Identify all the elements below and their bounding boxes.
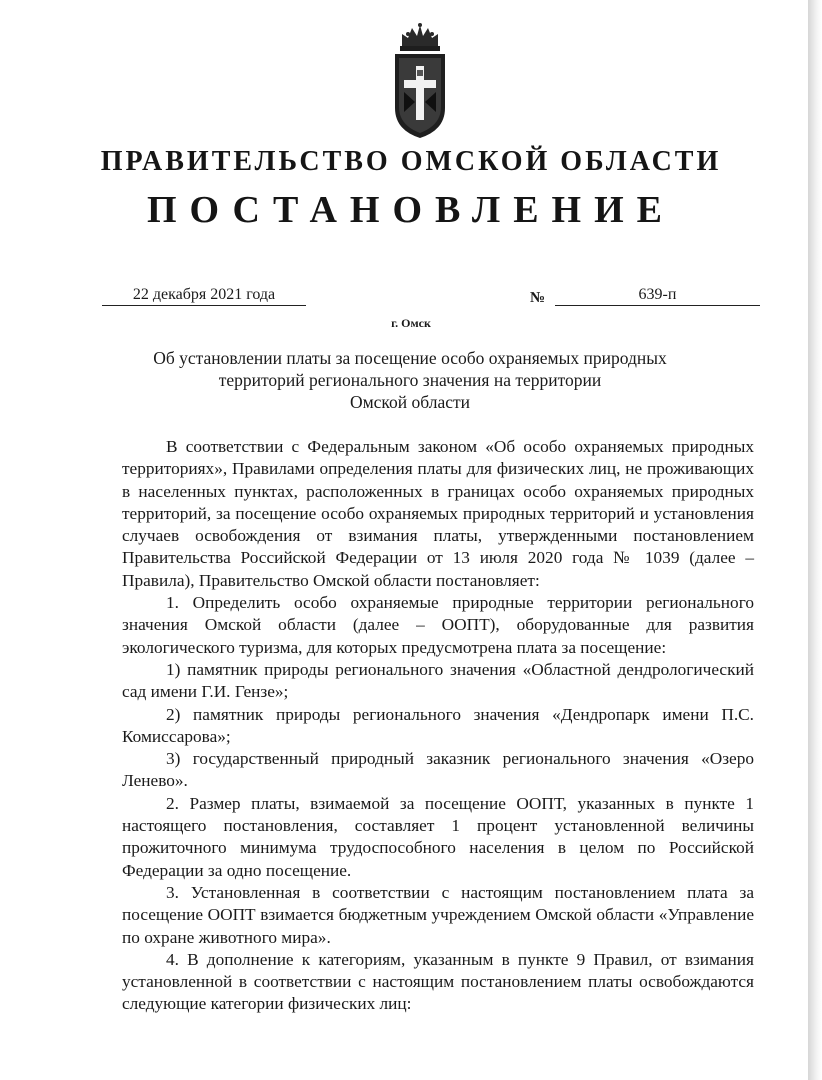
clause-1-item-1: 1) памятник природы регионального значения «Областной дендрологический сад имени Г.И. Гензе»; — [122, 659, 754, 702]
title-line: Об установлении платы за посещение особо охраняемых природных — [153, 348, 667, 368]
title-line: Омской области — [349, 392, 471, 412]
clause-4: 4. В дополнение к категориям, указанным в пункте 9 Правил, от взимания установленной в соответствии с настоящим постановлением платы освобождаются следующие категории физических лиц: — [122, 949, 754, 1014]
clause-2: 2. Размер платы, взимаемой за посещение ООПТ, указанных в пункте 1 настоящего постановления, составляет 1 процент установленной величины прожиточного минимума трудоспособного населения в целом по Российской Федерации за одно посещение. — [122, 793, 754, 880]
page-edge-shadow — [808, 0, 822, 1080]
clause-3: 3. Установленная в соответствии с настоящим постановлением плата за посещение ООПТ взимается бюджетным учреждением Омской области «Управление по охране животного мира». — [122, 882, 754, 947]
city: г. Омск — [391, 316, 431, 330]
clause-1-item-2: 2) памятник природы регионального значения «Дендропарк имени П.С. Комиссарова»; — [122, 704, 754, 746]
document-type: ПОСТАНОВЛЕНИЕ — [146, 189, 676, 231]
government-name: ПРАВИТЕЛЬСТВО ОМСКОЙ ОБЛАСТИ — [100, 146, 722, 177]
clause-1-item-3: 3) государственный природный заказник регионального значения «Озеро Ленево». — [122, 749, 754, 791]
document-title — [110, 347, 710, 413]
omsk-coat-of-arms-icon — [388, 22, 452, 140]
number-label: № — [530, 290, 546, 306]
title-line: территорий регионального значения на территории — [218, 370, 602, 390]
document-body — [122, 436, 754, 1016]
preamble-paragraph: В соответствии с Федеральным законом «Об особо охраняемых природных территориях», Правилами определения платы для физических лиц, не проживающих в населенных пунктах, расположенных в границах особо охраняемых природных территорий, за посещение особо охраняемых природных территорий и установления случаев освобождения от взимания платы, утвержденными постановлением Правительства Российской Федерации от 13 июля 2020 года № 1039 (далее – Правила), Правительство Омской области постановляет: — [122, 437, 754, 590]
document-date: 22 декабря 2021 года — [102, 285, 306, 306]
clause-1: 1. Определить особо охраняемые природные территории регионального значения Омской области (далее – ООПТ), оборудованные для развития экологического туризма, для которых предусмотрена плата за посещение: — [122, 593, 754, 657]
document-number: 639-п — [555, 285, 760, 306]
